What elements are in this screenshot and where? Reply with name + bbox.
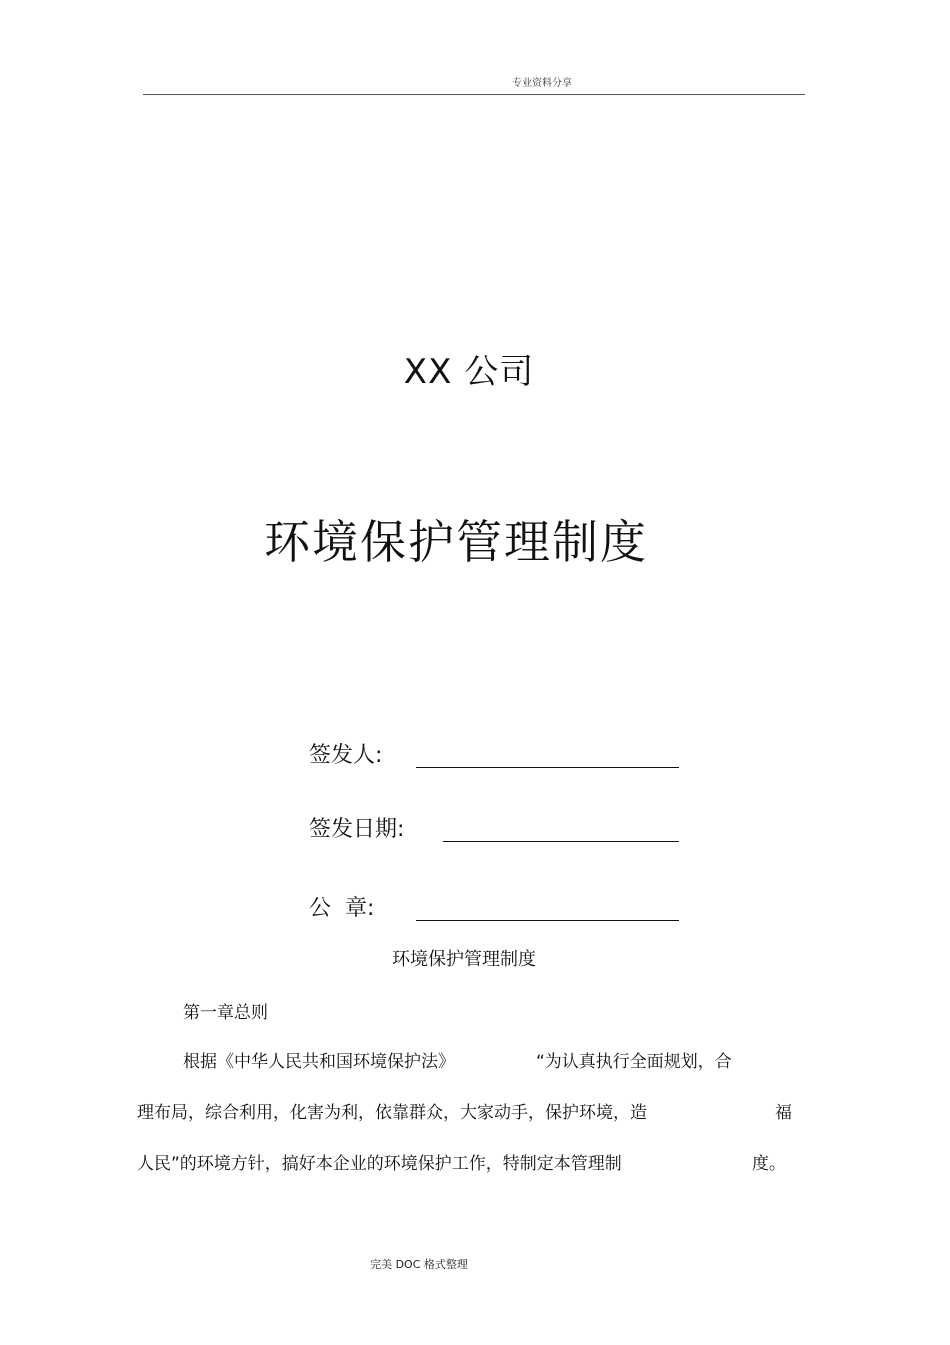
issuer-row (309, 738, 681, 772)
company-name: XX 公司 (403, 352, 535, 392)
seal-line (416, 920, 679, 921)
document-title: 环境保护管理制度 (264, 515, 648, 569)
issuer-signature-line (416, 767, 679, 768)
paragraph-line-2b: 福 (775, 1103, 792, 1123)
seal-row (309, 891, 681, 925)
issue-date-label: 签发日期: (309, 817, 405, 842)
section-title: 环境保护管理制度 (392, 949, 536, 970)
paragraph-line-2a: 理布局，综合利用，化害为利，依靠群众，大家动手，保护环境，造 (137, 1103, 647, 1123)
header-rule (143, 94, 805, 95)
page-footer: 完美 DOC 格式整理 (370, 1258, 468, 1271)
chapter-heading: 第一章总则 (183, 1003, 268, 1023)
paragraph-line-1b: “为认真执行全面规划，合 (536, 1052, 732, 1072)
paragraph-line-1a: 根据《中华人民共和国环境保护法》 (183, 1052, 455, 1072)
paragraph-line-3b: 度。 (752, 1154, 786, 1174)
paragraph-line-3a: 人民”的环境方针，搞好本企业的环境保护工作，特制定本管理制 (137, 1154, 622, 1174)
issue-date-line (443, 841, 679, 842)
issuer-label: 签发人: (309, 743, 383, 768)
header-text: 专业资料分享 (512, 78, 572, 89)
seal-label: 公 章: (309, 896, 375, 921)
issue-date-row (309, 812, 681, 846)
